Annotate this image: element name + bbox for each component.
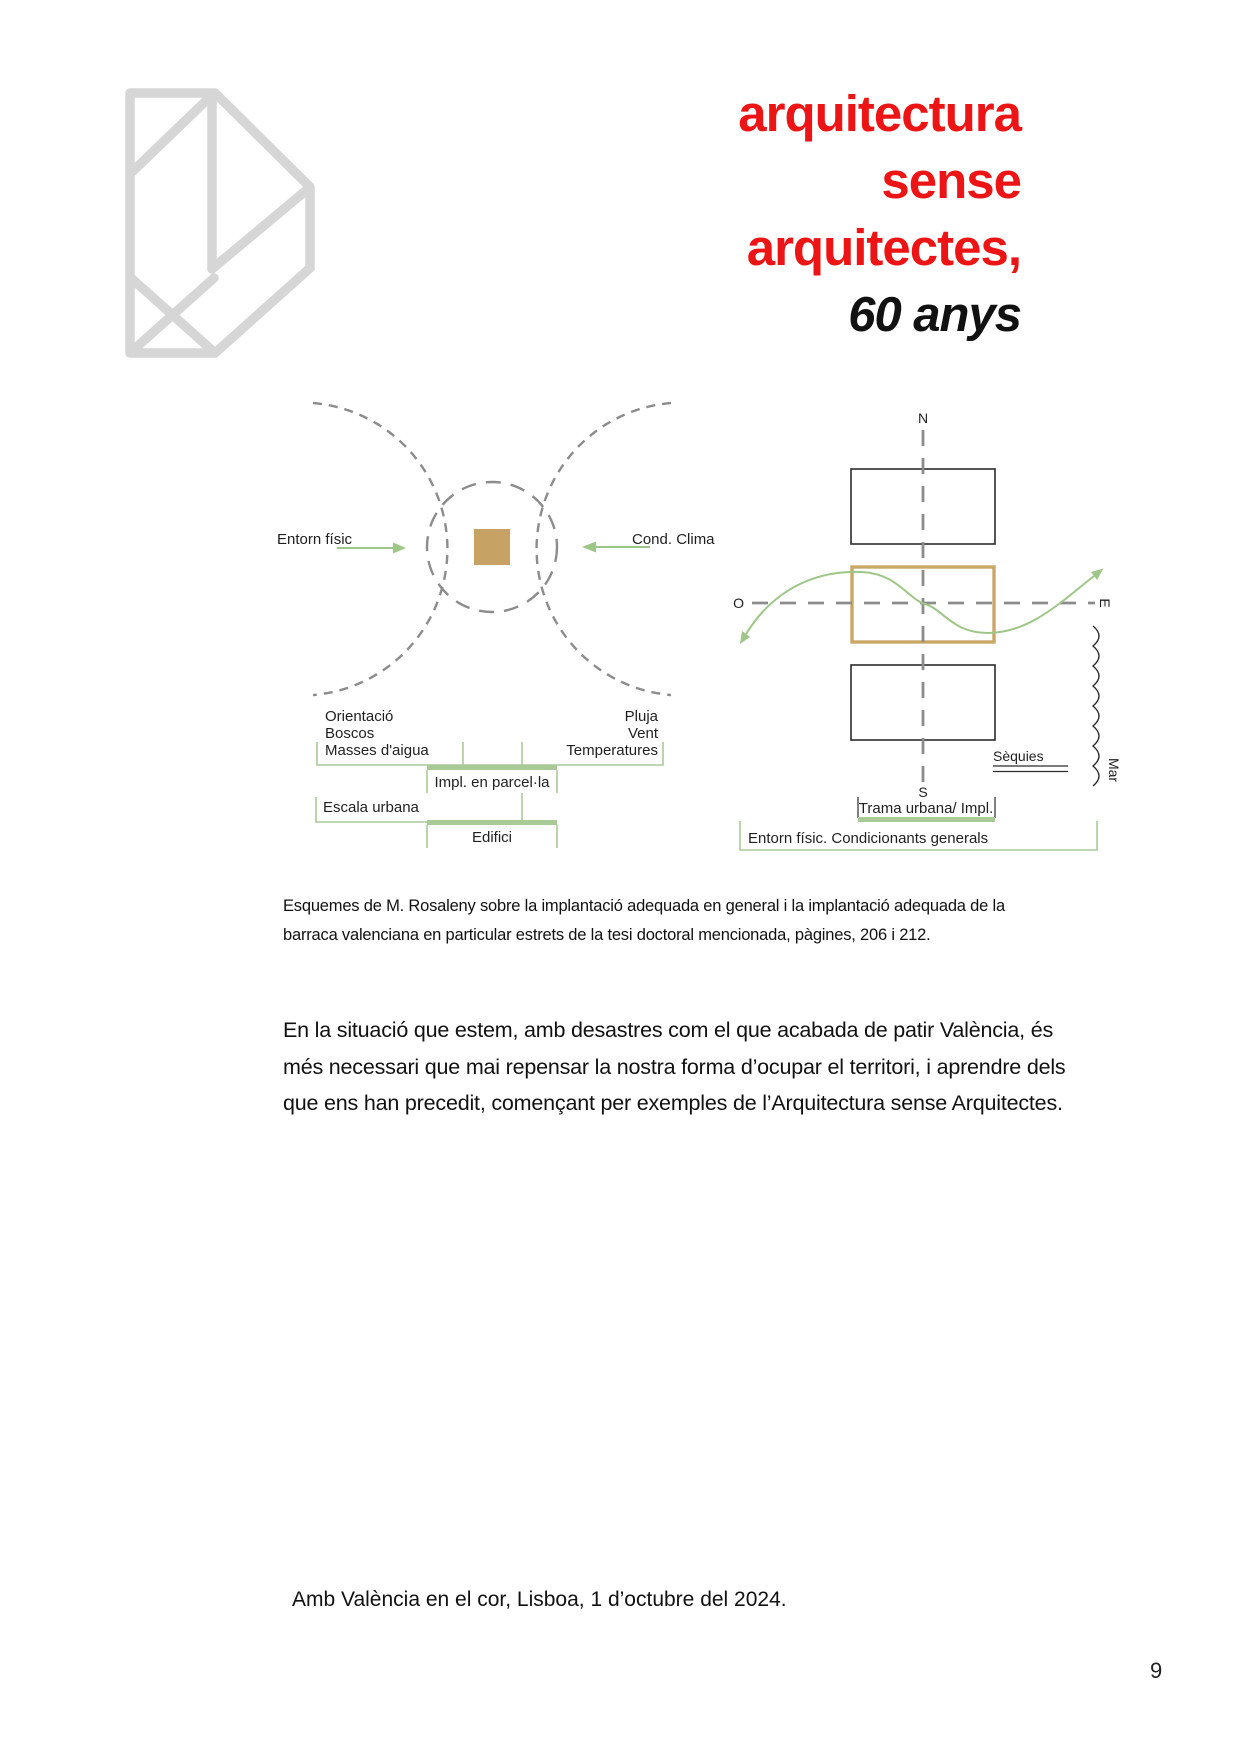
label-edifici: Edifici <box>471 829 513 846</box>
label-mar: Mar <box>1106 757 1122 783</box>
compass-n: N <box>917 410 929 426</box>
arrow-right-head <box>582 542 596 553</box>
label-cond-clima: Cond. Clima <box>632 531 715 548</box>
schematic-figure <box>230 350 1130 870</box>
edifici-box-bar <box>427 820 557 825</box>
arrow-left-head <box>393 543 406 554</box>
label-escala-urbana: Escala urbana <box>323 799 419 816</box>
diagram-implantation-general <box>277 403 715 848</box>
page-title <box>738 80 1021 349</box>
title-line-2: sense <box>881 152 1021 209</box>
body-line-2: més necessari que mai repensar la nostra forma d’ocupar el territori, i aprendre dels <box>283 1054 1066 1079</box>
title-line-1: arquitectura <box>738 85 1021 142</box>
body-paragraph <box>283 1012 1065 1122</box>
list-left-2: Boscos <box>325 725 375 742</box>
building-square <box>474 529 510 565</box>
list-right-2: Vent <box>627 725 658 742</box>
label-condicionants: Entorn físic. Condicionants generals <box>748 830 989 847</box>
diagram-implantation-barraca <box>733 410 1122 850</box>
list-right-1: Pluja <box>624 708 658 725</box>
logo-graphic <box>120 85 320 360</box>
wind-curve-head-end <box>1091 569 1104 581</box>
compass-o: O <box>733 595 744 611</box>
label-impl-parcella: Impl. en parcel·la <box>434 774 550 791</box>
sea-wave <box>1093 626 1099 786</box>
figure-caption <box>283 892 1005 950</box>
plot-rect-top <box>851 469 995 544</box>
plot-rect-bottom <box>851 665 995 740</box>
label-trama-urbana: Trama urbana/ Impl. <box>858 800 994 817</box>
caption-line-2: barraca valenciana en particular estrets de la tesi doctoral mencionada, pàgines, 206 i 212. <box>283 926 931 944</box>
label-entorn-fisic: Entorn físic <box>277 531 353 548</box>
list-right-3: Temperatures <box>566 742 658 759</box>
caption-line-1: Esquemes de M. Rosaleny sobre la implantació adequada en general i la implantació adequada de la <box>283 897 1005 915</box>
compass-s: S <box>918 784 928 800</box>
body-line-1: En la situació que estem, amb desastres com el que acabada de patir València, és <box>283 1018 1053 1042</box>
list-left-3: Masses d'aigua <box>325 742 429 759</box>
closing-line: Amb València en el cor, Lisboa, 1 d’octubre del 2024. <box>292 1588 787 1611</box>
label-sequies: Sèquies <box>993 748 1044 764</box>
parcel-box-bar <box>427 765 557 770</box>
trama-box-bar <box>858 817 995 822</box>
body-line-3: que ens han precedit, començant per exemples de l’Arquitectura sense Arquitectes. <box>283 1091 1063 1115</box>
page-number: 9 <box>1150 1658 1163 1683</box>
title-line-3: arquitectes, <box>746 219 1021 276</box>
list-left-1: Orientació <box>325 708 394 725</box>
compass-e: E <box>1097 598 1113 608</box>
title-subtitle: 60 anys <box>848 288 1021 342</box>
wind-curve-head-start <box>740 631 750 644</box>
